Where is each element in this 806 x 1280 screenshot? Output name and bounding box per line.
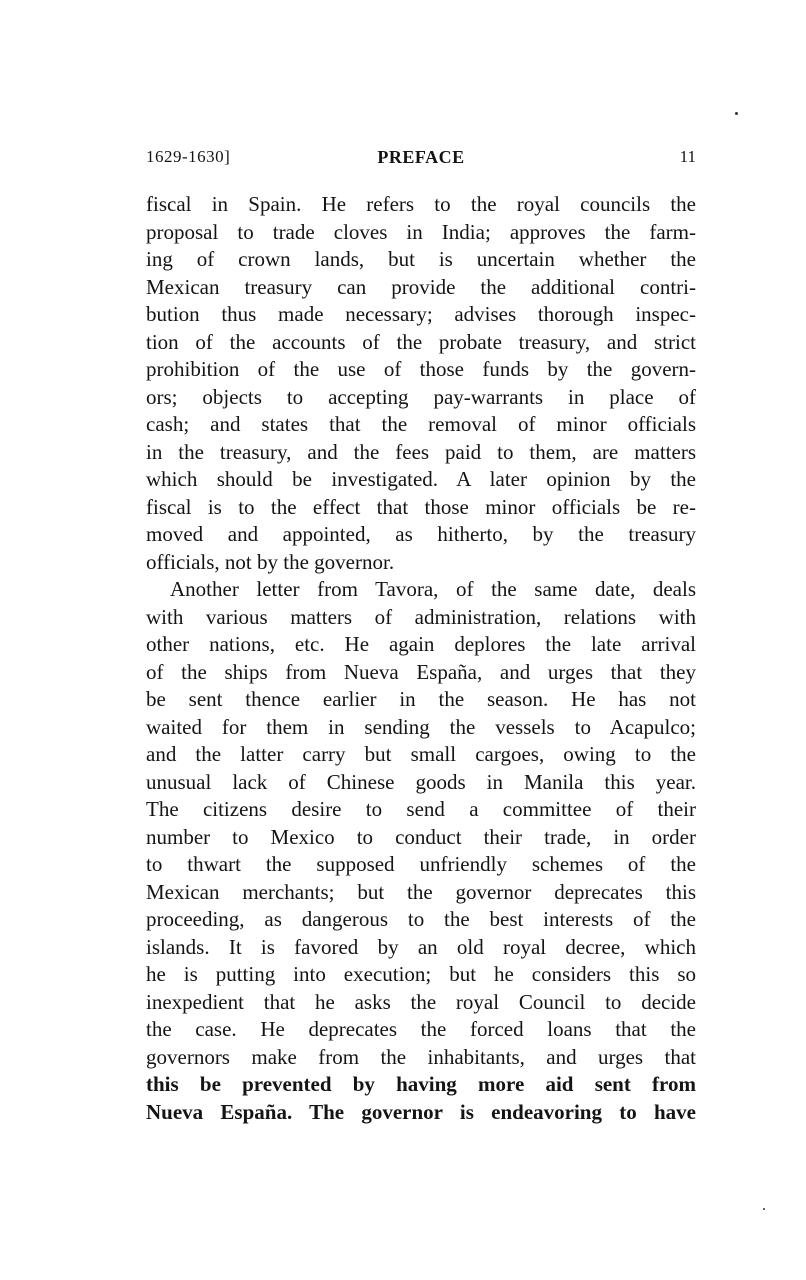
text-line: fiscal in Spain. He refers to the royal councils the bbox=[146, 192, 696, 216]
text-line: be sent thence earlier in the season. He has not bbox=[146, 687, 696, 711]
text-line: fiscal is to the effect that those minor officials be re- bbox=[146, 494, 696, 519]
text-line: inexpedient that he asks the royal Council to decide bbox=[146, 989, 696, 1014]
text-line: in the treasury, and the fees paid to them, are matters bbox=[146, 439, 696, 464]
text-line: and the latter carry but small cargoes, owing to the bbox=[146, 742, 696, 766]
text-line-paragraph-end: officials, not by the governor. bbox=[146, 549, 395, 574]
text-line: number to Mexico to conduct their trade, in order bbox=[146, 824, 696, 849]
text-line-paragraph-start: Another letter from Tavora, of the same date, deals bbox=[170, 577, 696, 601]
scan-speck bbox=[763, 1208, 765, 1210]
text-line: other nations, etc. He again deplores the late arrival bbox=[146, 632, 696, 656]
text-line: The citizens desire to send a committee of their bbox=[146, 797, 696, 821]
text-line: governors make from the inhabitants, and urges that bbox=[146, 1044, 696, 1069]
text-line: ing of crown lands, but is uncertain whether the bbox=[146, 247, 696, 271]
body-text bbox=[146, 191, 696, 1126]
text-line: bution thus made necessary; advises thorough inspec- bbox=[146, 302, 696, 326]
text-line: tion of the accounts of the probate treasury, and strict bbox=[146, 329, 696, 354]
text-line: this be prevented by having more aid sent from bbox=[146, 1072, 696, 1096]
text-line: cash; and states that the removal of minor officials bbox=[146, 412, 696, 436]
text-line: he is putting into execution; but he considers this so bbox=[146, 962, 696, 986]
text-line: proposal to trade cloves in India; approves the farm- bbox=[146, 219, 696, 244]
scan-speck bbox=[735, 112, 738, 115]
text-line: of the ships from Nueva España, and urges that they bbox=[146, 659, 696, 684]
text-line: proceeding, as dangerous to the best interests of the bbox=[146, 907, 696, 931]
running-header bbox=[146, 147, 696, 177]
text-line: Mexican treasury can provide the additional contri- bbox=[146, 274, 696, 299]
text-line: which should be investigated. A later opinion by the bbox=[146, 467, 696, 491]
text-line: Nueva España. The governor is endeavoring to have bbox=[146, 1099, 696, 1124]
text-line: islands. It is favored by an old royal decree, which bbox=[146, 934, 696, 959]
text-line: the case. He deprecates the forced loans that the bbox=[146, 1017, 696, 1041]
text-line: ors; objects to accepting pay-warrants in place of bbox=[146, 384, 696, 409]
text-line: with various matters of administration, relations with bbox=[146, 604, 696, 629]
header-page-number: 11 bbox=[679, 147, 696, 166]
text-line: prohibition of the use of those funds by the govern- bbox=[146, 357, 696, 381]
text-line: unusual lack of Chinese goods in Manila this year. bbox=[146, 769, 696, 794]
header-title: PREFACE bbox=[377, 147, 465, 167]
header-date-range: 1629-1630] bbox=[146, 147, 231, 166]
text-line: moved and appointed, as hitherto, by the treasury bbox=[146, 522, 696, 546]
text-line: Mexican merchants; but the governor deprecates this bbox=[146, 879, 696, 904]
text-line: waited for them in sending the vessels to Acapulco; bbox=[146, 714, 696, 739]
text-line: to thwart the supposed unfriendly schemes of the bbox=[146, 852, 696, 876]
